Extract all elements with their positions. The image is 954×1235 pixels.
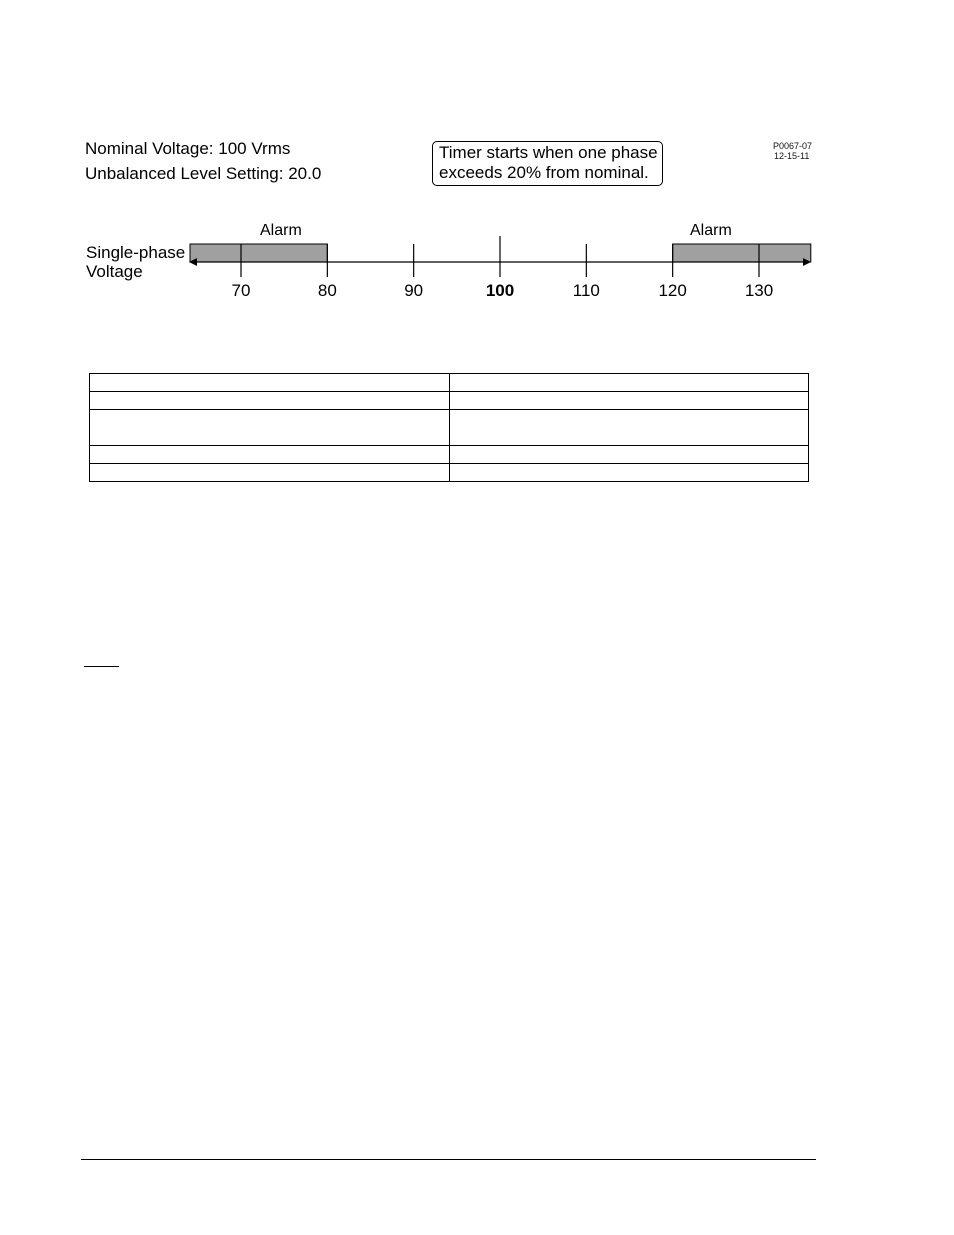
alarm-label-right: Alarm [690,222,732,239]
table-row [90,374,809,392]
table-cell [90,392,450,410]
table-cell [90,410,450,446]
table-row [90,392,809,410]
callout-line-1: Timer starts when one phase [439,143,658,162]
table-cell [90,374,450,392]
unbalanced-level-text: Unbalanced Level Setting: 20.0 [85,164,322,183]
table-cell [449,446,809,464]
table-row [90,464,809,482]
table-cell [449,464,809,482]
table-cell [90,446,450,464]
axis-label-line-1: Single-phase [86,243,186,262]
voltage-scale-diagram [0,0,954,320]
blank-table [89,373,809,482]
table-cell [449,410,809,446]
tick-label-90: 90 [404,281,424,300]
tick-label-80: 80 [317,281,337,300]
table-cell [90,464,450,482]
nominal-voltage-text: Nominal Voltage: 100 Vrms [85,139,291,158]
alarm-label-left: Alarm [260,222,302,239]
tick-label-130: 130 [744,281,774,300]
axis-label-line-2: Voltage [86,262,143,281]
tick-label-120: 120 [658,281,687,300]
figure-id: P0067-07 [773,141,813,151]
table-row [90,446,809,464]
tick-label-100: 100 [485,281,515,300]
footer-rule [81,1159,816,1160]
table-row [90,410,809,446]
note-underline [84,666,119,667]
alarm-band-low [190,244,327,262]
callout-line-2: exceeds 20% from nominal. [439,163,649,182]
table-cell [449,374,809,392]
tick-label-110: 110 [572,281,600,300]
tick-label-70: 70 [231,281,251,300]
figure-date: 12-15-11 [774,151,810,161]
alarm-band-high [673,244,811,262]
table-cell [449,392,809,410]
